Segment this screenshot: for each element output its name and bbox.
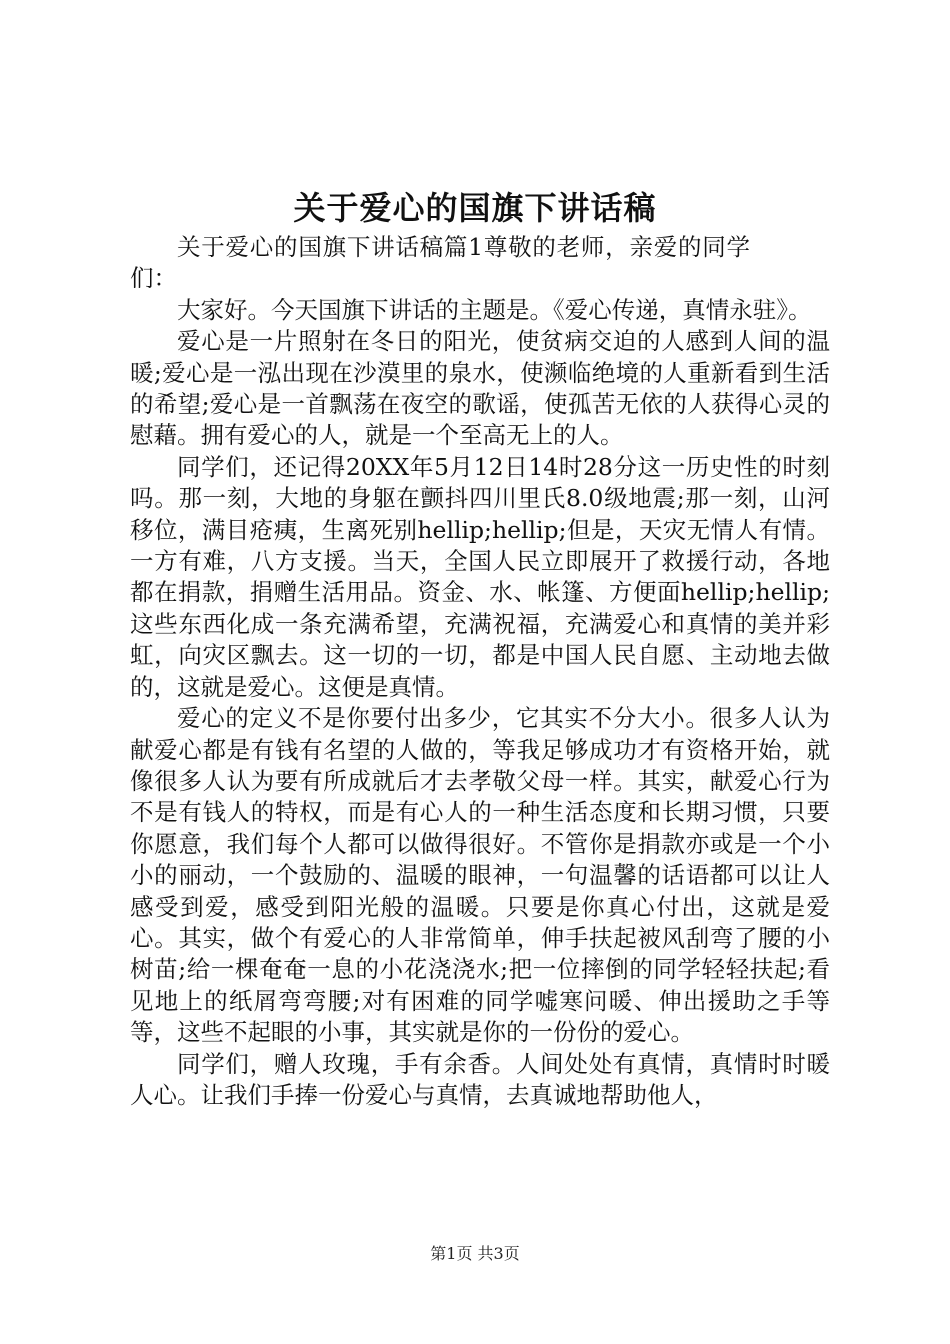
paragraph-3: 爱心是一片照射在冬日的阳光，使贫病交迫的人感到人间的温暖;爱心是一泓出现在沙漠里的泉水，使濒临绝境的人重新看到生活的希望;爱心是一首飘荡在夜空的歌谣，使孤苦无依的人获得心灵的慰藉。拥有爱心的人，就是一个至高无上的人。 xyxy=(130,327,830,450)
document-title: 关于爱心的国旗下讲话稿 xyxy=(293,189,657,227)
page-footer: 第1页 共3页 xyxy=(430,1244,520,1263)
paragraph-4: 同学们，还记得20XX年5月12日14时28分这一历史性的时刻吗。那一刻，大地的身躯在颤抖四川里氏8.0级地震;那一刻，山河移位，满目疮痍，生离死别hellip;hellip;但是，天灾无情人有情。一方有难，八方支援。当天，全国人民立即展开了救援行动，各地都在捐款，捐赠生活用品。资金、水、帐篷、方便面hellip;hellip;这些东西化成一条充满希望，充满祝福，充满爱心和真情的美并彩虹，向灾区飘去。这一切的一切，都是中国人民自愿、主动地去做的，这就是爱心。这便是真情。 xyxy=(130,452,830,701)
paragraph-6: 同学们，赠人玫瑰，手有余香。人间处处有真情，真情时时暖人心。让我们手捧一份爱心与真情，去真诚地帮助他人， xyxy=(130,1049,830,1109)
paragraph-1: 关于爱心的国旗下讲话稿篇1尊敬的老师，亲爱的同学们： xyxy=(130,233,750,293)
paragraph-2: 大家好。今天国旗下讲话的主题是。《爱心传递，真情永驻》。 xyxy=(177,295,812,324)
document-body xyxy=(130,232,830,1111)
paragraph-5: 爱心的定义不是你要付出多少，它其实不分大小。很多人认为献爱心都是有钱有名望的人做的，等我足够成功才有资格开始，就像很多人认为要有所成就后才去孝敬父母一样。其实，献爱心行为不是有钱人的特权，而是有心人的一种生活态度和长期习惯，只要你愿意，我们每个人都可以做得很好。不管你是捐款亦或是一个小小的丽动，一个鼓励的、温暖的眼神，一句温馨的话语都可以让人感受到爱，感受到阳光般的温暖。只要是你真心付出，这就是爱心。其实，做个有爱心的人非常简单，伸手扶起被风刮弯了腰的小树苗;给一棵奄奄一息的小花浇浇水;把一位摔倒的同学轻轻扶起;看见地上的纸屑弯弯腰;对有困难的同学嘘寒问暖、伸出援助之手等等，这些不起眼的小事，其实就是你的一份份的爱心。 xyxy=(130,704,830,1047)
